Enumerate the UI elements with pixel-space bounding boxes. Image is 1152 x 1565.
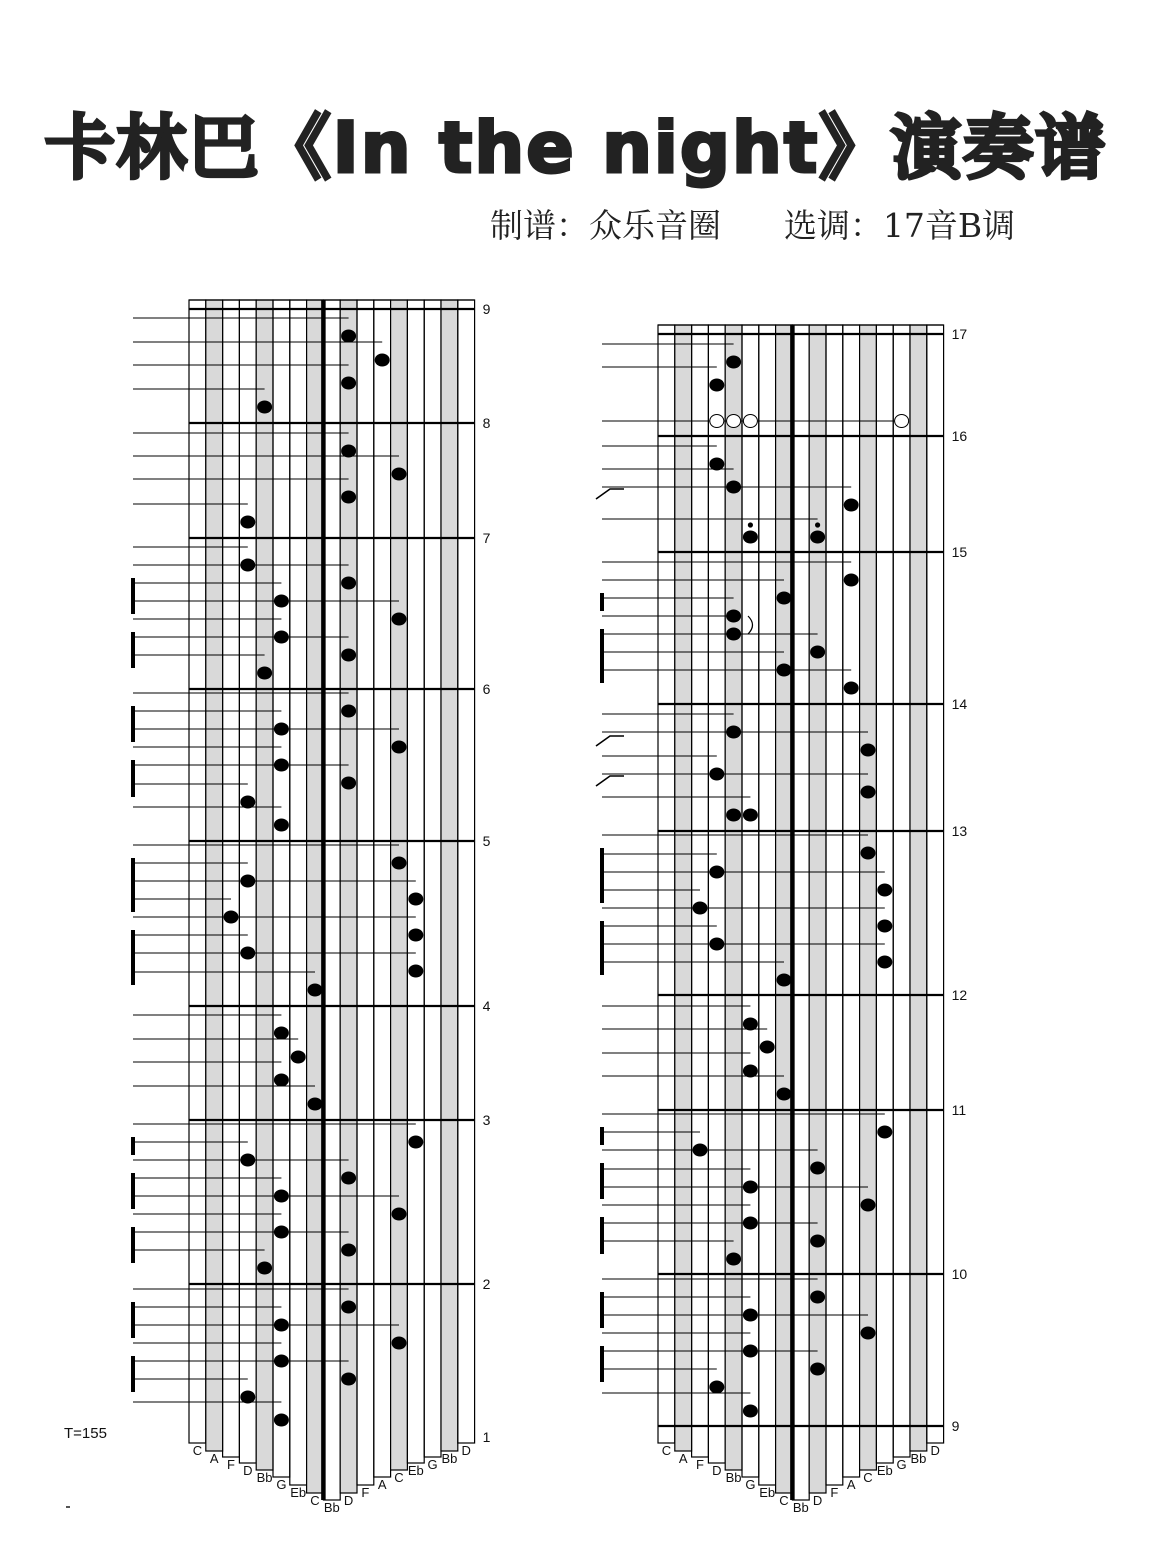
beam [600, 1163, 604, 1199]
measure-number: 8 [482, 415, 491, 431]
tine [692, 325, 709, 1457]
half-note [727, 415, 741, 428]
note [726, 726, 741, 739]
note [743, 809, 758, 822]
tine-shaded [860, 325, 877, 1470]
note [777, 1088, 792, 1101]
note [877, 1126, 892, 1139]
note [777, 664, 792, 677]
measure-number: 9 [951, 1418, 960, 1434]
tine-label: D [930, 1443, 940, 1458]
tine-shaded [910, 325, 927, 1451]
tine-label: Eb [759, 1485, 776, 1500]
tine-label: D [812, 1493, 823, 1508]
footer-mark [66, 1506, 70, 1508]
measure-number: 6 [482, 681, 491, 697]
note [726, 481, 741, 494]
note [861, 1199, 876, 1212]
note [810, 1162, 825, 1175]
tine [927, 325, 944, 1443]
note [877, 956, 892, 969]
tine-label: Eb [290, 1485, 307, 1500]
note [709, 866, 724, 879]
measure-number: 14 [951, 696, 968, 712]
tine-label: C [661, 1443, 672, 1458]
note [726, 809, 741, 822]
tine [843, 325, 860, 1477]
tine-label: C [863, 1470, 873, 1485]
note [709, 379, 724, 392]
note [743, 1405, 758, 1418]
tine-label: G [427, 1457, 438, 1472]
note [810, 646, 825, 659]
note [709, 768, 724, 781]
note [810, 1363, 825, 1376]
note [743, 1065, 758, 1078]
note [861, 1327, 876, 1340]
tine-label: A [377, 1477, 387, 1492]
note [810, 1235, 825, 1248]
tine-label: Eb [876, 1463, 893, 1478]
note [844, 499, 859, 512]
tine-label: D [343, 1493, 354, 1508]
score-credits: 制谱：众乐音圈 选调：17音B调 [490, 206, 1016, 245]
tine-label: Bb [441, 1451, 458, 1466]
measure-number: 1 [482, 1429, 491, 1445]
note [693, 1144, 708, 1157]
tine [708, 325, 725, 1463]
tine-label: A [209, 1451, 219, 1466]
note [743, 531, 758, 544]
staccato-dot [815, 522, 820, 527]
tine [893, 325, 910, 1457]
note [810, 531, 825, 544]
tine-label: G [276, 1477, 287, 1492]
tine-label: Eb [407, 1463, 424, 1478]
tine-shaded [725, 325, 742, 1470]
beam [600, 1217, 604, 1254]
page-title: 卡林巴《In the night》演奏谱 [44, 107, 1108, 189]
beam [600, 1127, 604, 1145]
note [861, 744, 876, 757]
note [844, 682, 859, 695]
tine-label: D [243, 1463, 253, 1478]
note [726, 1253, 741, 1266]
note [743, 1345, 758, 1358]
note [726, 610, 741, 623]
tine-label: C [310, 1493, 320, 1508]
measure-number: 16 [951, 428, 968, 444]
tine-label: D [461, 1443, 471, 1458]
staccato-dot [748, 522, 753, 527]
half-note [710, 415, 724, 428]
note [693, 902, 708, 915]
beam [600, 1292, 604, 1328]
note [743, 1217, 758, 1230]
tine-label: F [227, 1457, 235, 1472]
note [709, 1381, 724, 1394]
tine-label: F [696, 1457, 704, 1472]
measure-number: 17 [951, 326, 968, 342]
tine-shaded [675, 325, 692, 1451]
tine-label: Bb [725, 1470, 742, 1485]
tine-label: A [678, 1451, 688, 1466]
measure-number: 15 [951, 544, 968, 560]
note [777, 974, 792, 987]
tine-label: F [361, 1485, 370, 1500]
tine-label: Bb [323, 1500, 340, 1515]
beam [600, 921, 604, 975]
measure-number: 9 [482, 301, 491, 317]
note [877, 920, 892, 933]
tine-label: Bb [792, 1500, 809, 1515]
half-note [895, 415, 909, 428]
beam [600, 629, 604, 683]
tine [742, 325, 759, 1477]
note [743, 1309, 758, 1322]
measure-number: 3 [482, 1112, 491, 1128]
note [726, 356, 741, 369]
beam [600, 1346, 604, 1382]
tine-shaded [776, 325, 793, 1493]
measure-number: 13 [951, 823, 968, 839]
note [861, 786, 876, 799]
tine [759, 325, 776, 1485]
measure-number: 4 [482, 998, 491, 1014]
tine-label: Bb [256, 1470, 273, 1485]
grace-slide-icon [596, 776, 624, 786]
tine [792, 325, 809, 1500]
tine-label: F [830, 1485, 839, 1500]
note [861, 847, 876, 860]
tine-label: C [192, 1443, 203, 1458]
tempo-label: T=155 [64, 1425, 107, 1442]
measure-number: 12 [951, 987, 968, 1003]
tine [826, 325, 843, 1485]
tine [658, 325, 675, 1443]
half-note [743, 415, 757, 428]
measure-number: 2 [482, 1276, 491, 1292]
beam [600, 848, 604, 903]
note [726, 628, 741, 641]
note [844, 574, 859, 587]
tine-label: C [394, 1470, 404, 1485]
tine-label: D [712, 1463, 722, 1478]
tine-label: G [745, 1477, 756, 1492]
note [743, 1018, 758, 1031]
measure-number: 10 [951, 1266, 968, 1282]
tine-label: G [896, 1457, 907, 1472]
note [810, 1291, 825, 1304]
tine-shaded [809, 325, 826, 1493]
note [777, 592, 792, 605]
note [709, 938, 724, 951]
grace-slide-icon [596, 736, 624, 746]
measure-number: 5 [482, 833, 491, 849]
note [743, 1181, 758, 1194]
staff-right [596, 325, 967, 1515]
grace-slide-icon [596, 489, 624, 499]
measure-number: 7 [482, 530, 491, 546]
tie-mark [748, 616, 753, 634]
tine-label: Bb [910, 1451, 927, 1466]
note [760, 1041, 775, 1054]
note [877, 884, 892, 897]
tine-label: C [779, 1493, 789, 1508]
beam [600, 593, 604, 611]
tine-label: A [846, 1477, 856, 1492]
measure-number: 11 [951, 1102, 967, 1118]
note [709, 458, 724, 471]
